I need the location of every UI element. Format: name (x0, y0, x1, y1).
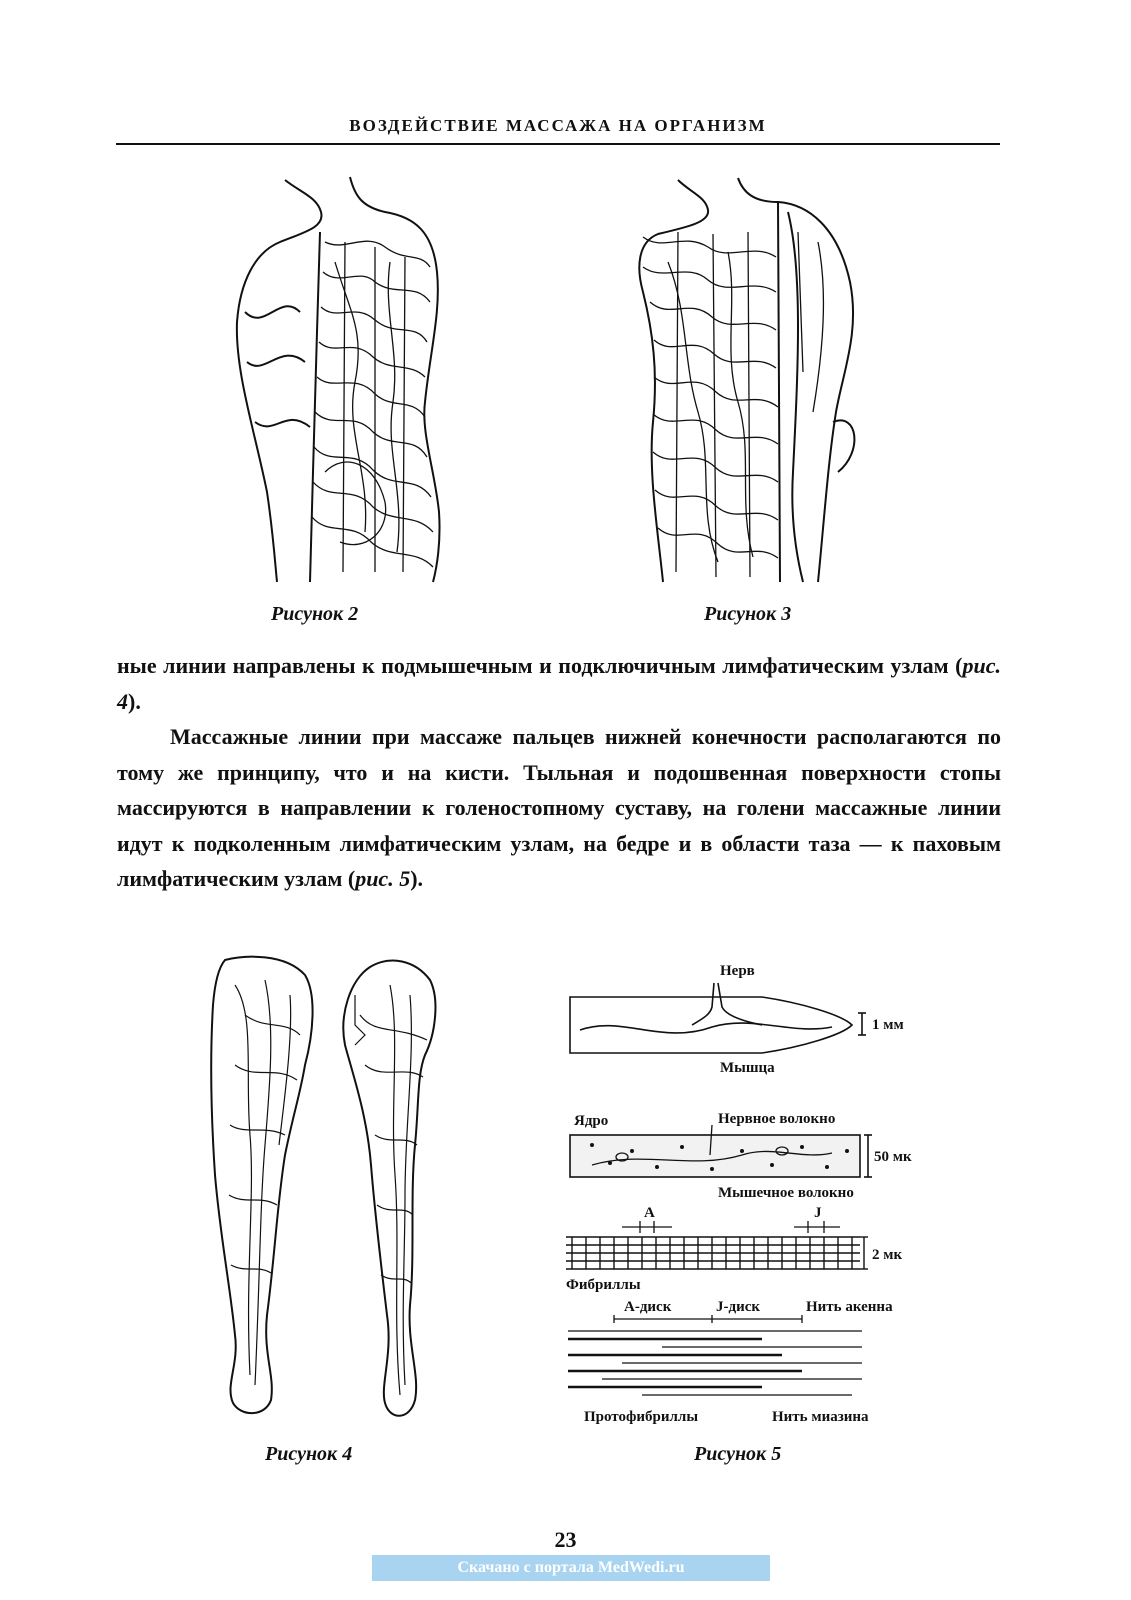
paragraph-1-tail: ). (128, 688, 141, 714)
figure-2-caption: Рисунок 2 (271, 603, 359, 625)
label-myosin: Нить миазина (772, 1409, 869, 1425)
source-banner: Скачано с портала MedWedi.ru (372, 1555, 770, 1581)
label-nerve: Нерв (720, 963, 755, 979)
label-scale-2: 2 мк (872, 1247, 903, 1263)
figure-reference-4: рис. 4 (117, 653, 1001, 714)
fibrils-grid (566, 1237, 868, 1269)
protofibrils-lines (568, 1331, 862, 1395)
running-header: ВОЗДЕЙСТВИЕ МАССАЖА НА ОРГАНИЗМ (349, 116, 767, 135)
label-j-disk: J-диск (716, 1299, 761, 1315)
figure-4-caption: Рисунок 4 (265, 1443, 353, 1465)
figure-4-illustration (205, 955, 465, 1425)
label-a-disk: А-диск (624, 1299, 672, 1315)
label-scale-1mm: 1 мм (872, 1017, 904, 1033)
page-number: 23 (554, 1527, 577, 1552)
paragraph-continuation (117, 648, 1001, 719)
paragraph-1-text: ные линии направлены к подмышечным и подключичным лимфатическим узлам ( (117, 653, 963, 678)
header-rule (116, 143, 1000, 145)
figure-3-caption: Рисунок 3 (704, 603, 792, 625)
muscle-shape (570, 983, 852, 1053)
label-j-mark: J (814, 1205, 822, 1221)
label-actin: Нить акенна (806, 1299, 893, 1315)
label-muscle-fiber: Мышечное волокно (718, 1185, 854, 1201)
label-nerve-fiber: Нервное волокно (718, 1111, 836, 1127)
body-text (117, 648, 1001, 897)
figure-5-caption: Рисунок 5 (694, 1443, 782, 1465)
figure-5-diagram (562, 955, 942, 1425)
label-scale-50: 50 мк (874, 1149, 912, 1165)
paragraph-2-text: Массажные линии при массаже пальцев нижней конечности располагаются по тому же принципу, что и на кисти. Тыльная и подошвенная поверхности стопы массируются в направлении к голеностопному суставу, на голени массажные линии идут к подколенным лимфатическим узлам, на бедре и в области таза — к паховым лимфатическим узлам ( (117, 724, 1001, 891)
label-fibrils: Фибриллы (566, 1277, 641, 1293)
figure-3-illustration (628, 172, 878, 592)
figure-reference-5: рис. 5 (355, 866, 411, 891)
paragraph-2-tail: ). (410, 866, 424, 891)
paragraph-massage-lines (117, 719, 1001, 897)
label-muscle: Мышца (720, 1060, 775, 1076)
label-nucleus: Ядро (574, 1113, 609, 1129)
label-protofibrils: Протофибриллы (584, 1409, 699, 1425)
label-a-mark: A (644, 1205, 655, 1221)
muscle-fiber-band (570, 1135, 860, 1177)
figure-2-illustration (225, 172, 465, 592)
